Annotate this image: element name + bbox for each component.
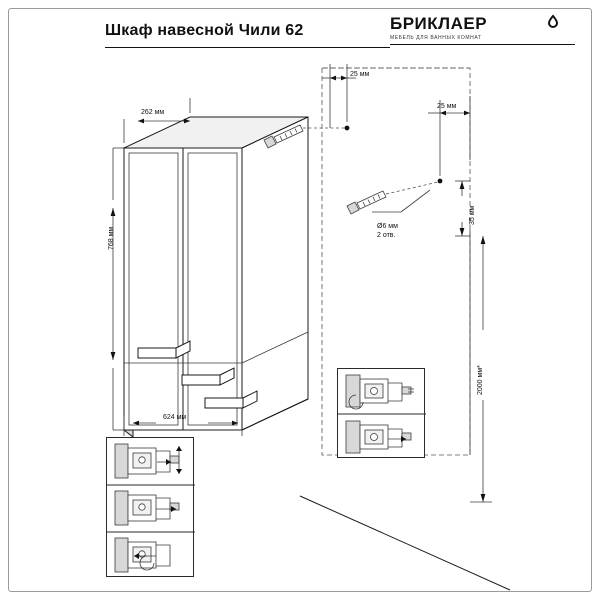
- brand-name: БРИКЛАЕР: [390, 14, 488, 33]
- hinge-adjustment-diagram: [107, 438, 195, 578]
- hinge-mounting-diagram: [338, 369, 426, 459]
- hinge-adjustment-callout: [106, 437, 194, 577]
- hole-spec-line1: Ø6 мм: [377, 223, 398, 230]
- hinge-mounting-callout: [337, 368, 425, 458]
- dim-mount-gap-label: 35 мм: [469, 205, 476, 225]
- dim-mount-top-label: 25 мм: [350, 71, 370, 78]
- dim-depth-label: 262 мм: [141, 109, 165, 116]
- dim-mount-right-label: 25 мм: [437, 103, 457, 110]
- hole-spec-line2: 2 отв.: [377, 232, 396, 239]
- brand-tagline: МЕБЕЛЬ ДЛЯ ВАННЫХ КОМНАТ: [390, 35, 482, 41]
- dim-height-label: 768 мм: [108, 226, 115, 250]
- page-title: Шкаф навесной Чили 62: [105, 22, 304, 39]
- dim-width-label: 624 мм: [163, 414, 187, 421]
- screw-lower: [347, 191, 386, 214]
- dim-floor-height-label: 2000 мм*: [477, 365, 484, 395]
